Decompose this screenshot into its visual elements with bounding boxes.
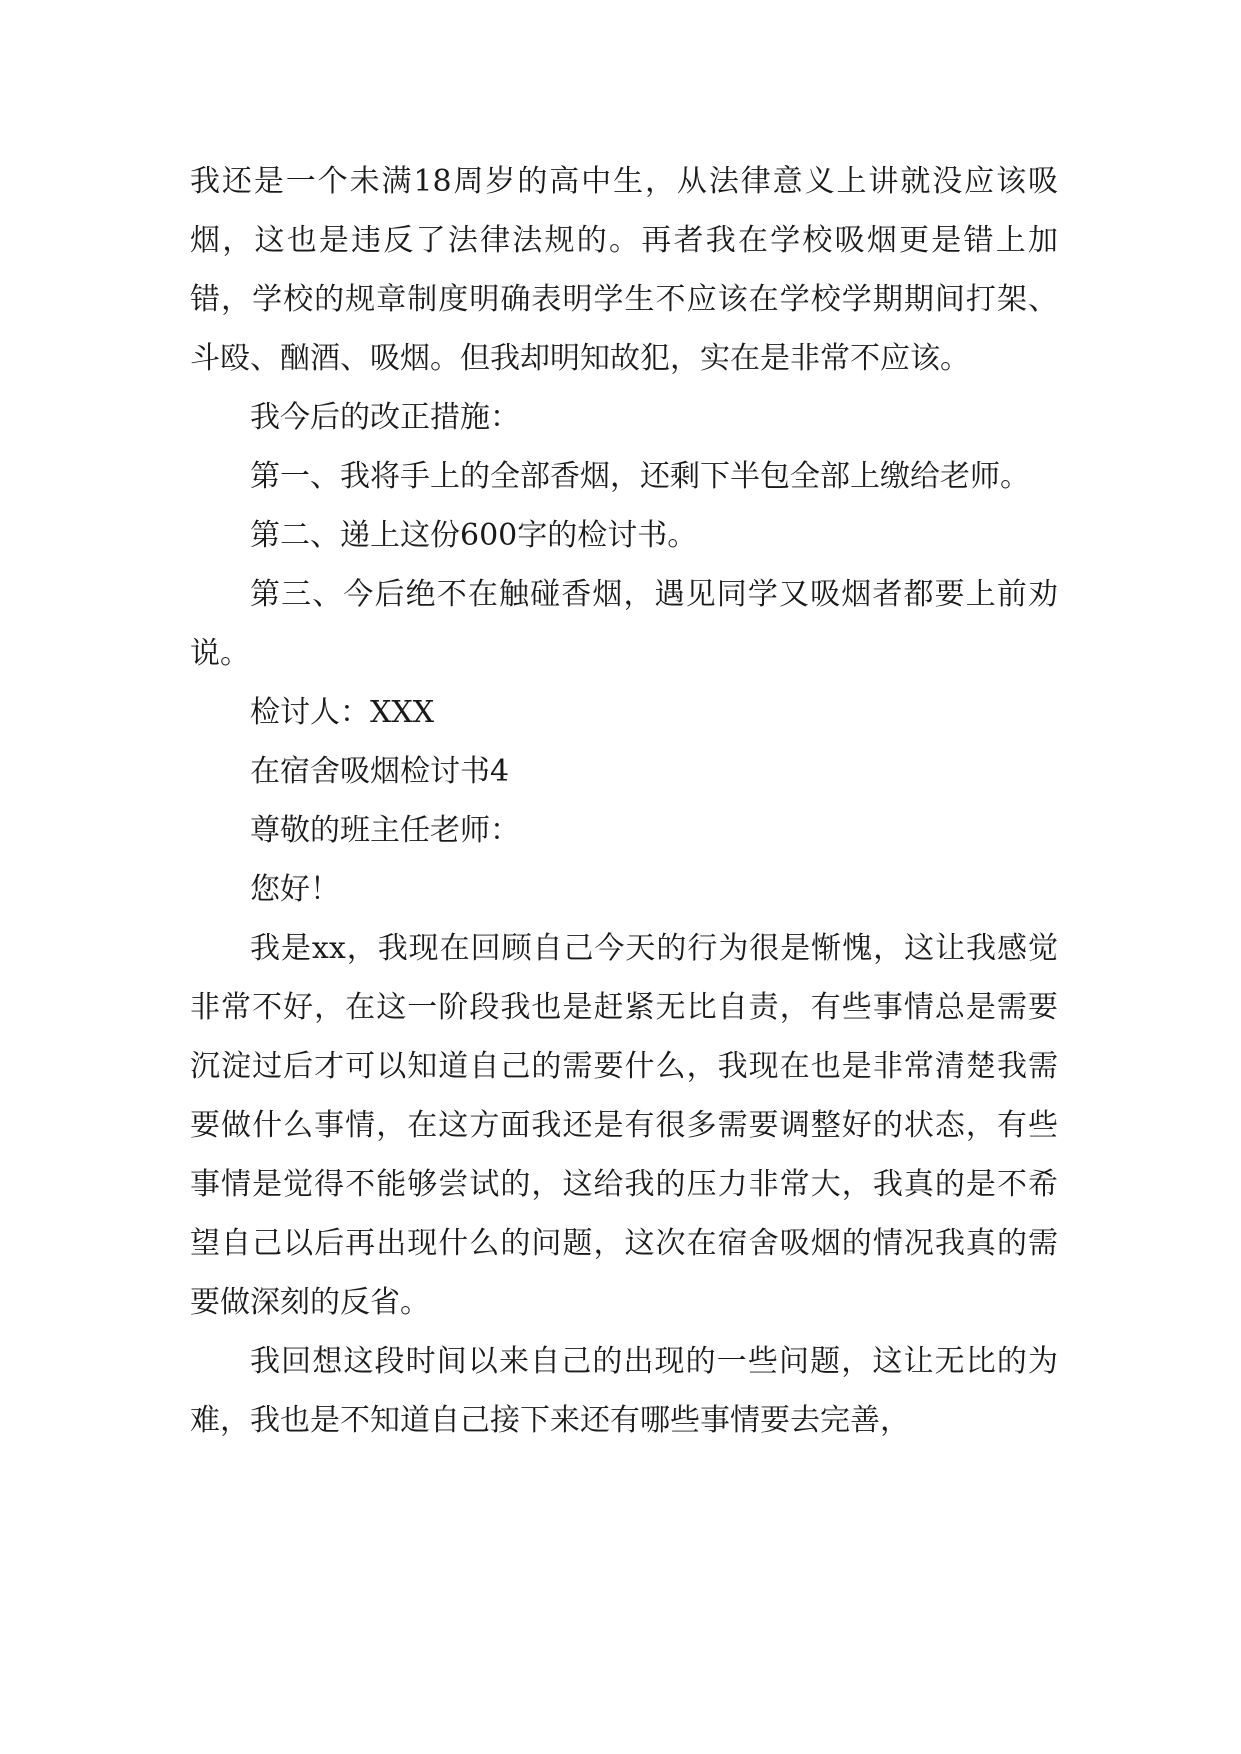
- greeting: 您好！: [250, 872, 340, 907]
- section-title: 在宿舍吸烟检讨书4: [250, 754, 510, 789]
- paragraph-signature: 检讨人：XXX: [250, 695, 435, 730]
- paragraph-correction-three: 第三、今后绝不在触碰香烟，遇见同学又吸烟者都要上前劝说。: [190, 577, 1058, 671]
- paragraph-reflection: 我是xx，我现在回顾自己今天的行为很是惭愧，这让我感觉非常不好，在这一阶段我也是赶紧无比自责，有些事情总是需要沉淀过后才可以知道自己的需要什么，我现在也是非常清楚我需要做什么事情，在这方面我还是有很多需要调整好的状态，有些事情是觉得不能够尝试的，这给我的压力非常大，我真的是不希望自己以后再出现什么的问题，这次在宿舍吸烟的情况我真的需要做深刻的反省。: [190, 931, 1058, 1320]
- paragraph-recollection: 我回想这段时间以来自己的出现的一些问题，这让无比的为难，我也是不知道自己接下来还有哪些事情要去完善，: [190, 1344, 1058, 1438]
- paragraph-law-violation: 我还是一个未满18周岁的高中生，从法律意义上讲就没应该吸烟，这也是违反了法律法规的。再者我在学校吸烟更是错上加错，学校的规章制度明确表明学生不应该在学校学期期间打架、斗殴、酗酒、吸烟。但我却明知故犯，实在是非常不应该。: [190, 164, 1058, 376]
- document-page: [190, 152, 1058, 1450]
- paragraph-correction-one: 第一、我将手上的全部香烟，还剩下半包全部上缴给老师。: [250, 459, 1030, 494]
- paragraph-corrections-heading: 我今后的改正措施：: [250, 400, 520, 435]
- salutation: 尊敬的班主任老师：: [250, 813, 520, 848]
- paragraph-correction-two: 第二、递上这份600字的检讨书。: [250, 518, 698, 553]
